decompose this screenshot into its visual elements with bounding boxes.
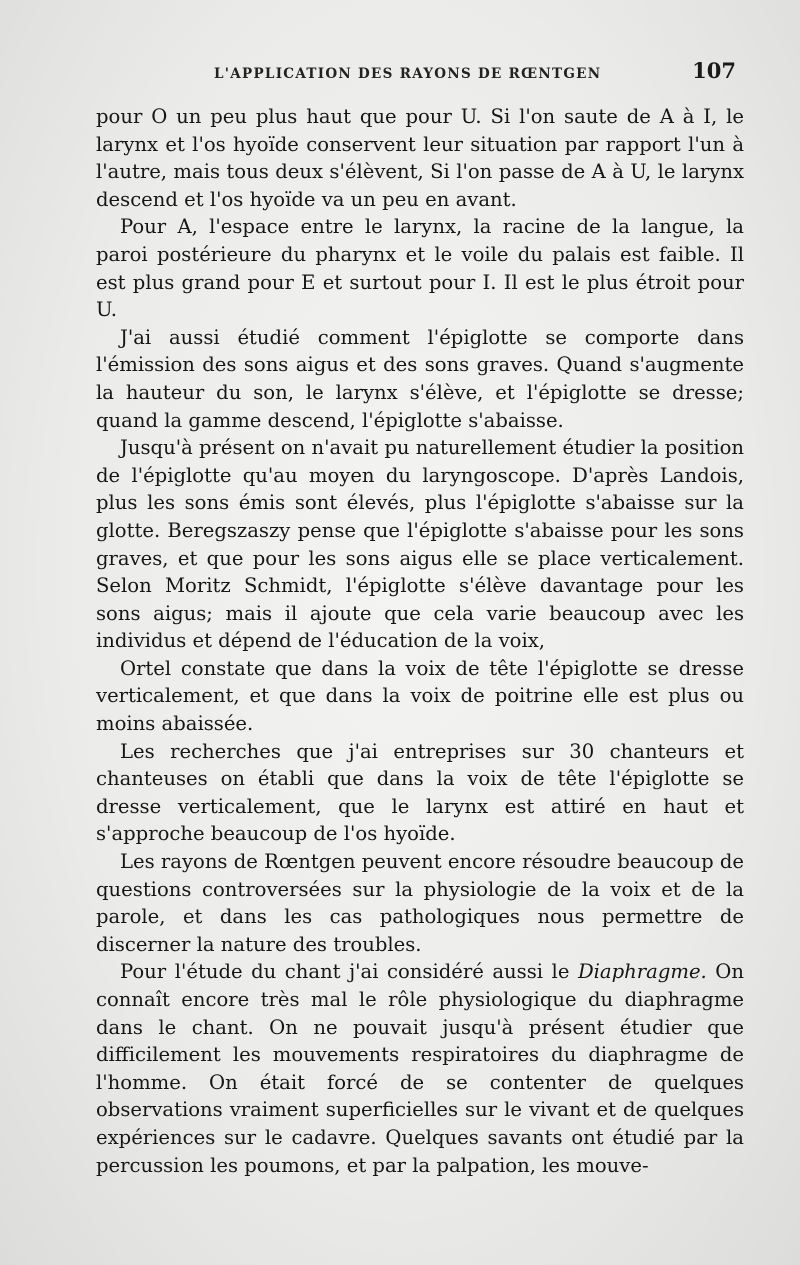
paragraph: Ortel constate que dans la voix de tête l'épiglotte se dresse verticalement, et que dans la voix de poitrine elle est plus ou moins abaissée. bbox=[96, 656, 744, 736]
paragraph: Les recherches que j'ai entreprises sur 30 chanteurs et chanteuses on établi que dans la voix de tête l'épiglotte se dresse verticalement, que le larynx est attiré en haut et s'approche beaucoup de l'os hyoïde. bbox=[96, 739, 744, 846]
page-number: 107 bbox=[692, 58, 736, 83]
paragraph-text: On connaît encore très mal le rôle physiologique du diaphragme dans le chant. On ne pouvait jusqu'à présent étudier que difficilement les mouvements respiratoires du diaphragme de l'homme. On était forcé de se contenter de quelques observations vraiment superficielles sur le vivant et de quelques expériences sur le cadavre. Quelques savants ont étudié par la percussion les poumons, et par la palpation, les mouve- bbox=[96, 960, 744, 1177]
body-text bbox=[96, 103, 744, 1179]
italic-term: Diaphragme. bbox=[577, 960, 707, 984]
paragraph: pour O un peu plus haut que pour U. Si l'on saute de A à I, le larynx et l'os hyoïde conservent leur situation par rapport l'un à l'autre, mais tous deux s'élèvent, Si l'on passe de A à U, le larynx descend et l'os hyoïde va un peu en avant. bbox=[96, 105, 744, 211]
running-head: L'APPLICATION DES RAYONS DE RŒNTGEN bbox=[214, 66, 602, 82]
paragraph: Les rayons de Rœntgen peuvent encore résoudre beaucoup de questions controversées sur la physiologie de la voix et de la parole, et dans les cas pathologiques nous permettre de discerner la nature des troubles. bbox=[96, 850, 744, 956]
paragraph: J'ai aussi étudié comment l'épiglotte se comporte dans l'émission des sons aigus et des sons graves. Quand s'augmente la hauteur du son, le larynx s'élève, et l'épiglotte se dresse; quand la gamme descend, l'épiglotte s'abaisse. bbox=[96, 325, 744, 432]
page-header bbox=[96, 58, 742, 88]
paragraph: Jusqu'à présent on n'avait pu naturellement étudier la position de l'épiglotte qu'au moyen du laryngoscope. D'après Landois, plus les sons émis sont élevés, plus l'épiglotte s'abaisse sur la glotte. Beregszaszy pense que l'épiglotte s'abaisse pour les sons graves, et que pour les sons aigus elle se place verticalement. Selon Moritz Schmidt, l'épiglotte s'élève davantage pour les sons aigus; mais il ajoute que cela varie beaucoup avec les individus et dépend de l'éducation de la voix, bbox=[96, 436, 744, 653]
paragraph-text: Pour l'étude du chant j'ai considéré aussi le bbox=[120, 960, 578, 984]
paragraph bbox=[96, 958, 744, 1179]
paragraph: Pour A, l'espace entre le larynx, la racine de la langue, la paroi postérieure du pharynx et le voile du palais est faible. Il est plus grand pour E et surtout pour I. Il est le plus étroit pour U. bbox=[96, 215, 744, 322]
